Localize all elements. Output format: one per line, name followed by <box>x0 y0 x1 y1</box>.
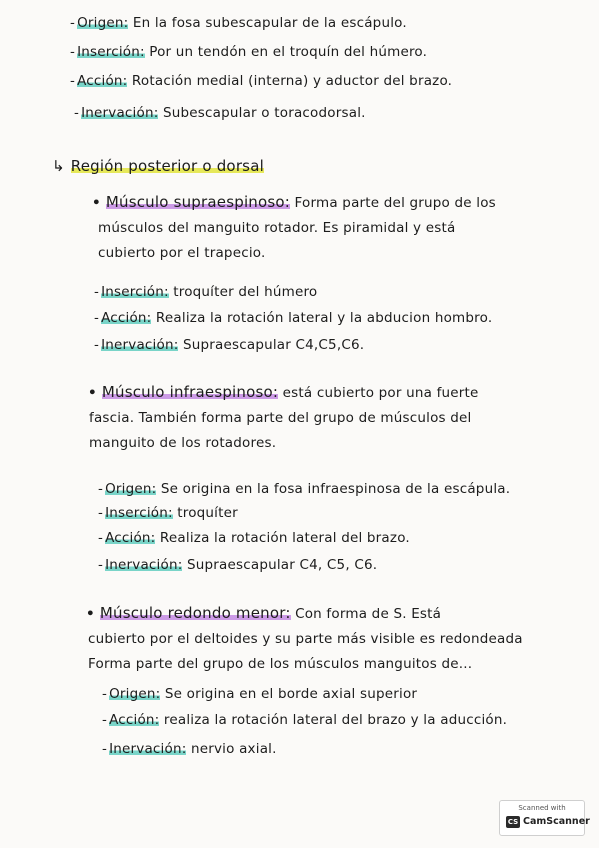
bullet-icon: • <box>86 606 95 622</box>
redondo-menor-accion-line: - Acción: realiza la rotación lateral del brazo y la aducción. <box>102 712 508 728</box>
insercion-text: Por un tendón en el troquín del húmero. <box>144 44 428 60</box>
redondo-menor-inervacion-label: Inervación: <box>109 741 187 757</box>
bullet-icon: • <box>88 385 97 401</box>
redondo-menor-desc-line-2: cubierto por el deltoides y su parte más visible es redondeada <box>88 631 523 647</box>
origen-text: En la fosa subescapular de la escápulo. <box>128 15 407 31</box>
supraespinoso-insercion-label: Inserción: <box>101 284 169 300</box>
redondo-menor-desc-line-3: Forma parte del grupo de los músculos manguitos de... <box>88 656 473 672</box>
supraespinoso-desc-line-3: cubierto por el trapecio. <box>98 245 266 261</box>
inervacion-text: Subescapular o toracodorsal. <box>158 105 366 121</box>
redondo-menor-accion-label: Acción: <box>109 712 160 728</box>
infraespinoso-title-line <box>88 383 479 402</box>
supraespinoso-accion-line: - Acción: Realiza la rotación lateral y la abducion hombro. <box>94 310 493 326</box>
insercion-label: Inserción: <box>77 44 145 60</box>
infraespinoso-origen-text: Se origina en la fosa infraespinosa de la escápula. <box>156 481 511 497</box>
region-heading <box>52 157 264 175</box>
camscanner-badge <box>499 800 590 836</box>
insercion-line: - Inserción: Por un tendón en el troquín del húmero. <box>70 44 428 60</box>
infraespinoso-inervacion-line: - Inervación: Supraescapular C4, C5, C6. <box>98 557 378 573</box>
camscanner-logo-icon: CS <box>507 818 519 826</box>
infraespinoso-insercion-text: troquíter <box>172 505 238 521</box>
infraespinoso-accion-text: Realiza la rotación lateral del brazo. <box>155 530 410 546</box>
infraespinoso-origen-line: - Origen: Se origina en la fosa infraespinosa de la escápula. <box>98 481 511 497</box>
supraespinoso-desc-line-2: músculos del manguito rotador. Es piramidal y está <box>98 220 456 236</box>
supraespinoso-inervacion-label: Inervación: <box>101 337 179 353</box>
redondo-menor-origen-text: Se origina en el borde axial superior <box>160 686 418 702</box>
infraespinoso-desc-1: está cubierto por una fuerte <box>278 385 479 401</box>
infraespinoso-desc-line-2: fascia. También forma parte del grupo de músculos del <box>89 410 472 426</box>
camscanner-brand: CamScanner <box>523 816 590 827</box>
scanned-with-text: Scanned with <box>518 804 566 812</box>
infraespinoso-insercion-line: - Inserción: troquíter <box>98 505 238 521</box>
supraespinoso-name: Músculo supraespinoso: <box>105 193 291 211</box>
inervacion-line: - Inervación: Subescapular o toracodorsal. <box>74 105 366 121</box>
inervacion-label: Inervación: <box>81 105 159 121</box>
supraespinoso-accion-text: Realiza la rotación lateral y la abducion hombro. <box>151 310 493 326</box>
redondo-menor-origen-label: Origen: <box>109 686 161 702</box>
redondo-menor-inervacion-text: nervio axial. <box>186 741 277 757</box>
infraespinoso-inervacion-text: Supraescapular C4, C5, C6. <box>182 557 378 573</box>
redondo-menor-accion-text: realiza la rotación lateral del brazo y la aducción. <box>159 712 508 728</box>
accion-text: Rotación medial (interna) y aductor del brazo. <box>127 73 453 89</box>
region-heading-text: Región posterior o dorsal <box>70 157 264 175</box>
accion-line: - Acción: Rotación medial (interna) y aductor del brazo. <box>70 73 453 89</box>
supraespinoso-inervacion-line: - Inervación: Supraescapular C4,C5,C6. <box>94 337 365 353</box>
redondo-menor-title-line <box>86 604 441 623</box>
infraespinoso-insercion-label: Inserción: <box>105 505 173 521</box>
supraespinoso-title-line <box>92 193 496 212</box>
redondo-menor-desc-1: Con forma de S. Está <box>290 606 442 622</box>
infraespinoso-accion-label: Acción: <box>105 530 156 546</box>
redondo-menor-name: Músculo redondo menor: <box>99 604 291 622</box>
supraespinoso-accion-label: Acción: <box>101 310 152 326</box>
supraespinoso-insercion-line: - Inserción: troquíter del húmero <box>94 284 318 300</box>
infraespinoso-name: Músculo infraespinoso: <box>101 383 279 401</box>
supraespinoso-insercion-text: troquíter del húmero <box>168 284 318 300</box>
supraespinoso-desc-1: Forma parte del grupo de los <box>290 195 496 211</box>
infraespinoso-origen-label: Origen: <box>105 481 157 497</box>
infraespinoso-inervacion-label: Inervación: <box>105 557 183 573</box>
corner-arrow-icon: ↳ <box>52 157 65 175</box>
redondo-menor-inervacion-line: - Inervación: nervio axial. <box>102 741 277 757</box>
supraespinoso-inervacion-text: Supraescapular C4,C5,C6. <box>178 337 365 353</box>
origen-line: - Origen: En la fosa subescapular de la escápulo. <box>70 15 407 31</box>
accion-label: Acción: <box>77 73 128 89</box>
origen-label: Origen: <box>77 15 129 31</box>
bullet-icon: • <box>92 195 101 211</box>
infraespinoso-accion-line: - Acción: Realiza la rotación lateral del brazo. <box>98 530 410 546</box>
infraespinoso-desc-line-3: manguito de los rotadores. <box>89 435 277 451</box>
redondo-menor-origen-line: - Origen: Se origina en el borde axial superior <box>102 686 418 702</box>
